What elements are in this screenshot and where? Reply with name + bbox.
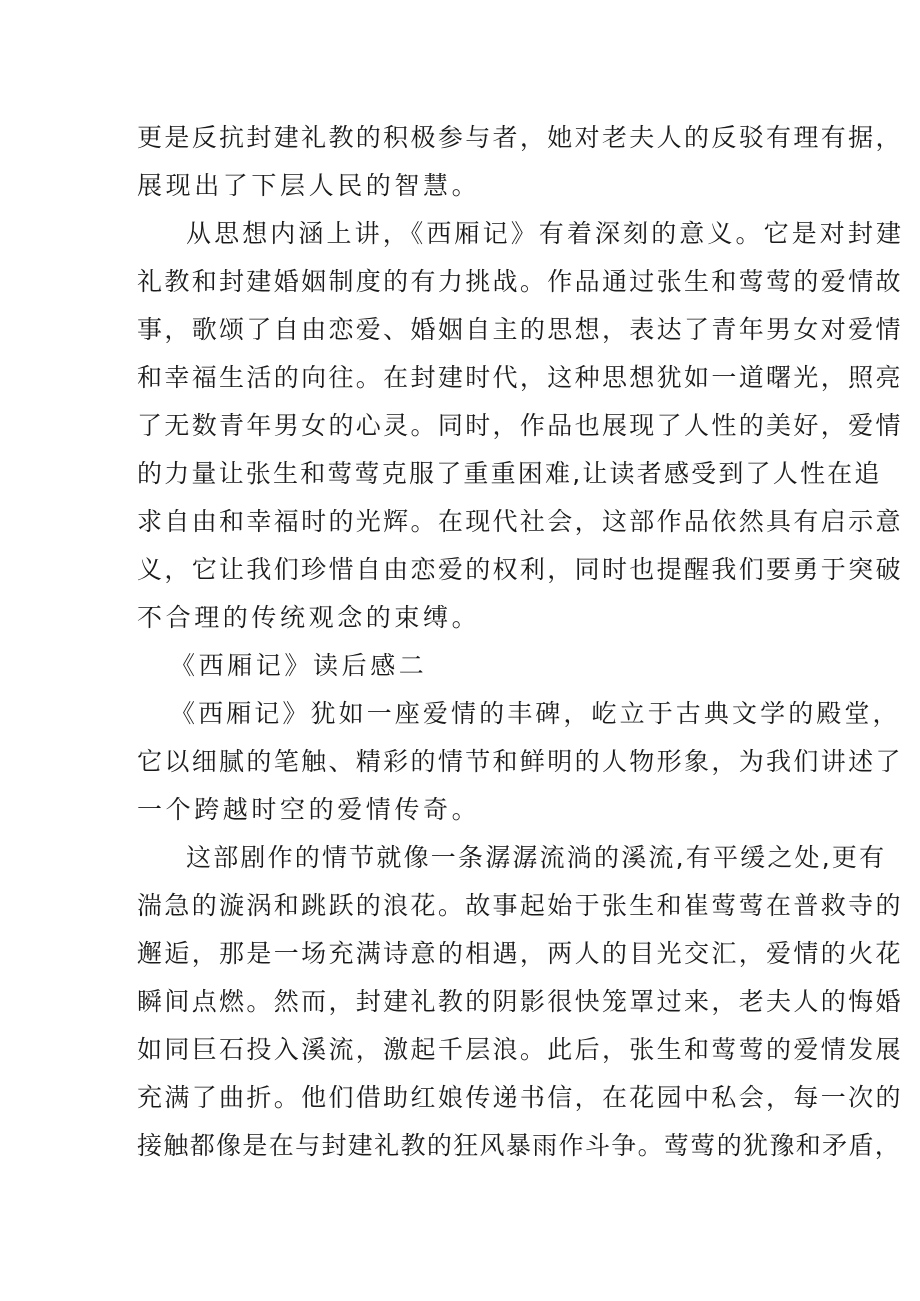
text-line: 展现出了下层人民的智慧。 (137, 171, 481, 200)
text-line: 湍急的漩涡和跳跃的浪花。故事起始于张生和崔莺莺在普救寺的 (137, 891, 903, 920)
text-line: 一个跨越时空的爱情传奇。 (137, 795, 481, 824)
text-line: 和幸福生活的向往。在封建时代，这种思想犹如一道曙光，照亮 (137, 363, 903, 392)
text-line: 瞬间点燃。然而，封建礼教的阴影很快笼罩过来，老夫人的悔婚 (137, 987, 903, 1016)
text-line: 更是反抗封建礼教的积极参与者，她对老夫人的反驳有理有据， (137, 123, 903, 152)
text-line: 不合理的传统观念的束缚。 (137, 603, 481, 632)
text-line: 接触都像是在与封建礼教的狂风暴雨作斗争。莺莺的犹豫和矛盾， (137, 1131, 902, 1160)
text-line: 充满了曲折。他们借助红娘传递书信，在花园中私会，每一次的 (137, 1083, 903, 1112)
text-line: 了无数青年男女的心灵。同时，作品也展现了人性的美好，爱情 (137, 411, 903, 440)
text-line: 的力量让张生和莺莺克服了重重困难,让读者感受到了人性在追 (137, 459, 882, 488)
section-heading: 《西厢记》读后感二 (170, 651, 428, 680)
text-line: 事，歌颂了自由恋爱、婚姻自主的思想，表达了青年男女对爱情 (137, 315, 903, 344)
text-line: 义，它让我们珍惜自由恋爱的权利，同时也提醒我们要勇于突破 (137, 555, 903, 584)
paragraph-first-line: 这部剧作的情节就像一条潺潺流淌的溪流,有平缓之处,更有 (186, 843, 887, 872)
paragraph-first-line: 《西厢记》犹如一座爱情的丰碑，屹立于古典文学的殿堂， (170, 699, 901, 728)
text-line: 邂逅，那是一场充满诗意的相遇，两人的目光交汇，爱情的火花 (137, 939, 903, 968)
paragraph-first-line: 从思想内涵上讲，《西厢记》有着深刻的意义。它是对封建 (186, 219, 905, 248)
text-line: 它以细腻的笔触、精彩的情节和鲜明的人物形象，为我们讲述了 (137, 747, 903, 776)
text-line: 如同巨石投入溪流，激起千层浪。此后，张生和莺莺的爱情发展 (137, 1035, 903, 1064)
text-line: 礼教和封建婚姻制度的有力挑战。作品通过张生和莺莺的爱情故 (137, 267, 903, 296)
text-line: 求自由和幸福时的光辉。在现代社会，这部作品依然具有启示意 (137, 507, 903, 536)
